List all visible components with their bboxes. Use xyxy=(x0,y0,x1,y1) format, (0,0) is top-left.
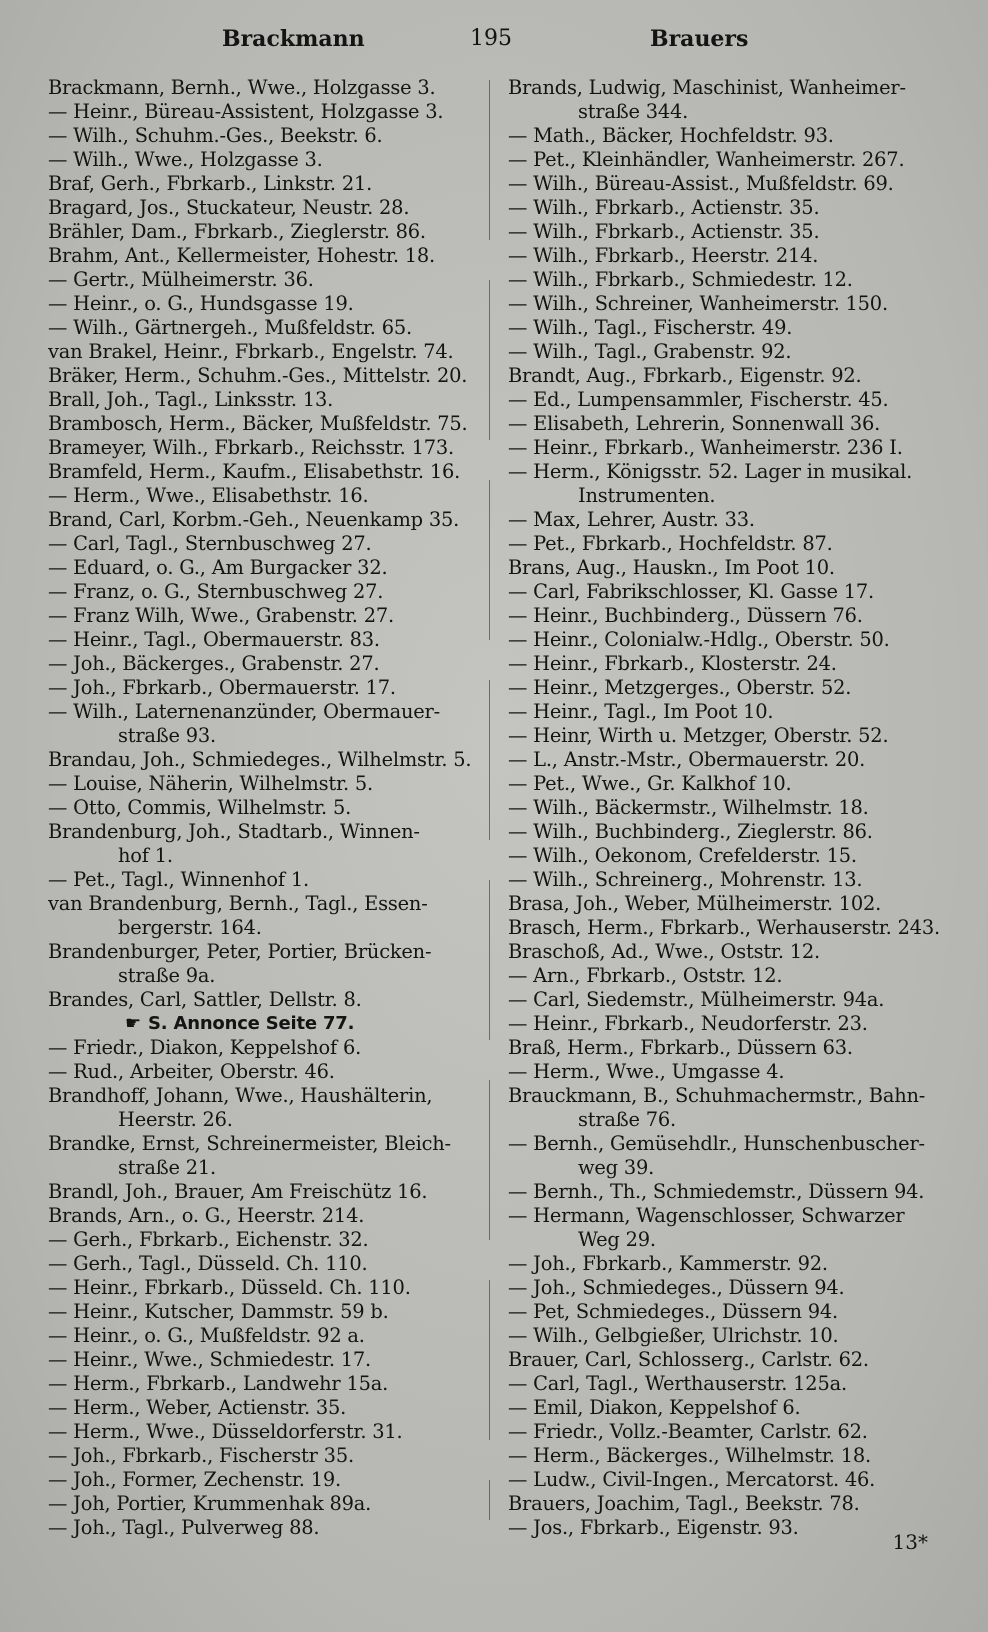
entry-continuation: straße 76. xyxy=(578,1108,677,1131)
directory-entry: — Heinr., Tagl., Im Poot 10. xyxy=(508,700,774,723)
entry-line: van Brandenburg, Bernh., Tagl., Essen- xyxy=(48,892,428,915)
entry-continuation: weg 39. xyxy=(578,1156,655,1179)
directory-entry: Bräker, Herm., Schuhm.-Ges., Mittelstr. 20. xyxy=(48,364,468,387)
directory-entry: — Heinr., Kutscher, Dammstr. 59 b. xyxy=(48,1300,389,1323)
entry-line: — Bernh., Gemüsehdlr., Hunschenbuscher- xyxy=(508,1132,925,1155)
directory-entry: — Eduard, o. G., Am Burgacker 32. xyxy=(48,556,388,579)
directory-entry: Braf, Gerh., Fbrkarb., Linkstr. 21. xyxy=(48,172,373,195)
directory-entry: — Joh, Portier, Krummenhak 89a. xyxy=(48,1492,372,1515)
directory-entry: — Heinr., Fbrkarb., Düsseld. Ch. 110. xyxy=(48,1276,411,1299)
directory-entry xyxy=(508,460,940,508)
directory-entry xyxy=(48,1084,480,1132)
directory-entry: — Carl, Tagl., Werthauserstr. 125a. xyxy=(508,1372,847,1395)
header-first-name: Brackmann xyxy=(222,26,365,52)
directory-entry: — Joh., Bäckerges., Grabenstr. 27. xyxy=(48,652,380,675)
entry-line: Brandhoff, Johann, Wwe., Haushälterin, xyxy=(48,1084,433,1107)
directory-entry: — Joh., Former, Zechenstr. 19. xyxy=(48,1468,341,1491)
directory-entry: — Ludw., Civil-Ingen., Mercatorst. 46. xyxy=(508,1468,876,1491)
directory-entry: — Carl, Tagl., Sternbuschweg 27. xyxy=(48,532,372,555)
directory-entry: — Louise, Näherin, Wilhelmstr. 5. xyxy=(48,772,373,795)
directory-entry: — Emil, Diakon, Keppelshof 6. xyxy=(508,1396,801,1419)
directory-entry: Brackmann, Bernh., Wwe., Holzgasse 3. xyxy=(48,76,436,99)
entry-continuation: bergerstr. 164. xyxy=(118,916,262,939)
directory-entry: Brandau, Joh., Schmiedeges., Wilhelmstr. 5. xyxy=(48,748,472,771)
directory-entry: Bramfeld, Herm., Kaufm., Elisabethstr. 16. xyxy=(48,460,461,483)
directory-entry: — Herm., Bäckerges., Wilhelmstr. 18. xyxy=(508,1444,871,1467)
directory-entry: Braß, Herm., Fbrkarb., Düssern 63. xyxy=(508,1036,853,1059)
directory-entry: — Pet., Kleinhändler, Wanheimerstr. 267. xyxy=(508,148,905,171)
directory-entry: — Wilh., Fbrkarb., Actienstr. 35. xyxy=(508,196,820,219)
signature-mark: 13* xyxy=(892,1530,928,1554)
directory-entry: Bragard, Jos., Stuckateur, Neustr. 28. xyxy=(48,196,410,219)
directory-entry: — Wilh., Tagl., Grabenstr. 92. xyxy=(508,340,792,363)
entry-line: — Wilh., Laternenanzünder, Obermauer- xyxy=(48,700,440,723)
entry-line: Brauckmann, B., Schuhmachermstr., Bahn- xyxy=(508,1084,926,1107)
column-divider xyxy=(489,80,490,1520)
entry-line: Brands, Ludwig, Maschinist, Wanheimer- xyxy=(508,76,906,99)
directory-entry: Brandes, Carl, Sattler, Dellstr. 8. xyxy=(48,988,362,1011)
directory-entry xyxy=(48,820,480,868)
entry-line: Brandenburg, Joh., Stadtarb., Winnen- xyxy=(48,820,420,843)
directory-entry: Braschoß, Ad., Wwe., Oststr. 12. xyxy=(508,940,821,963)
directory-entry: Brans, Aug., Hauskn., Im Poot 10. xyxy=(508,556,835,579)
directory-entry: — Herm., Wwe., Umgasse 4. xyxy=(508,1060,785,1083)
directory-entry: — Wilh., Oekonom, Crefelderstr. 15. xyxy=(508,844,857,867)
directory-entry: Brasch, Herm., Fbrkarb., Werhauserstr. 243. xyxy=(508,916,940,939)
directory-entry xyxy=(48,1132,480,1180)
directory-entry: Brähler, Dam., Fbrkarb., Zieglerstr. 86. xyxy=(48,220,426,243)
directory-entry: — Arn., Fbrkarb., Oststr. 12. xyxy=(508,964,783,987)
directory-entry: — Wilh., Fbrkarb., Schmiedestr. 12. xyxy=(508,268,853,291)
directory-entry: — Pet., Wwe., Gr. Kalkhof 10. xyxy=(508,772,792,795)
directory-entry xyxy=(508,1132,940,1180)
directory-entry xyxy=(508,1084,940,1132)
directory-entry: — Friedr., Vollz.-Beamter, Carlstr. 62. xyxy=(508,1420,868,1443)
directory-entry: — Pet., Tagl., Winnenhof 1. xyxy=(48,868,309,891)
directory-entry: — Rud., Arbeiter, Oberstr. 46. xyxy=(48,1060,335,1083)
directory-entry: — Gertr., Mülheimerstr. 36. xyxy=(48,268,314,291)
directory-entry: — Heinr., o. G., Hundsgasse 19. xyxy=(48,292,354,315)
entry-continuation: Instrumenten. xyxy=(578,484,716,507)
entry-line: Brandke, Ernst, Schreinermeister, Bleich- xyxy=(48,1132,451,1155)
directory-entry: — Wilh., Schreinerg., Mohrenstr. 13. xyxy=(508,868,863,891)
directory-entry: — Carl, Siedemstr., Mülheimerstr. 94a. xyxy=(508,988,885,1011)
directory-entry: — Friedr., Diakon, Keppelshof 6. xyxy=(48,1036,362,1059)
entry-line: — Hermann, Wagenschlosser, Schwarzer xyxy=(508,1204,905,1227)
directory-entry: Brall, Joh., Tagl., Linksstr. 13. xyxy=(48,388,334,411)
directory-entry: — Joh., Fbrkarb., Kammerstr. 92. xyxy=(508,1252,828,1275)
directory-entry: — Heinr., Colonialw.-Hdlg., Oberstr. 50. xyxy=(508,628,890,651)
directory-entry xyxy=(48,1012,480,1036)
directory-entry: — Heinr., Metzgerges., Oberstr. 52. xyxy=(508,676,852,699)
directory-entry: — Joh., Tagl., Pulverweg 88. xyxy=(48,1516,320,1539)
directory-entry: — Heinr., Tagl., Obermauerstr. 83. xyxy=(48,628,380,651)
directory-entry: — Heinr., Fbrkarb., Wanheimerstr. 236 I. xyxy=(508,436,903,459)
annonce-reference: S. Annonce Seite 77. xyxy=(148,1013,355,1034)
entry-line: Brandenburger, Peter, Portier, Brücken- xyxy=(48,940,432,963)
directory-entry: Brandt, Aug., Fbrkarb., Eigenstr. 92. xyxy=(508,364,862,387)
directory-entry: — Joh., Schmiedeges., Düssern 94. xyxy=(508,1276,845,1299)
directory-entry: — Wilh., Gelbgießer, Ulrichstr. 10. xyxy=(508,1324,839,1347)
directory-entry: — Wilh., Buchbinderg., Zieglerstr. 86. xyxy=(508,820,873,843)
directory-entry: — Heinr, Wirth u. Metzger, Oberstr. 52. xyxy=(508,724,889,747)
directory-entry: Brasa, Joh., Weber, Mülheimerstr. 102. xyxy=(508,892,882,915)
pointing-hand-icon: ☛ xyxy=(125,1013,141,1034)
directory-entry: — Herm., Wwe., Elisabethstr. 16. xyxy=(48,484,369,507)
directory-entry: — Heinr., Büreau-Assistent, Holzgasse 3. xyxy=(48,100,444,123)
directory-entry: — Wilh., Fbrkarb., Heerstr. 214. xyxy=(508,244,819,267)
directory-entry: Brameyer, Wilh., Fbrkarb., Reichsstr. 173. xyxy=(48,436,454,459)
entry-continuation: Weg 29. xyxy=(578,1228,656,1251)
directory-entry: — Heinr., Wwe., Schmiedestr. 17. xyxy=(48,1348,371,1371)
directory-entry: — L., Anstr.-Mstr., Obermauerstr. 20. xyxy=(508,748,866,771)
left-column xyxy=(48,76,480,1540)
directory-entry: — Pet, Schmiedeges., Düssern 94. xyxy=(508,1300,839,1323)
page-number: 195 xyxy=(470,26,512,51)
directory-entry: Brandl, Joh., Brauer, Am Freischütz 16. xyxy=(48,1180,428,1203)
directory-entry: van Brakel, Heinr., Fbrkarb., Engelstr. 74. xyxy=(48,340,454,363)
directory-entry: — Gerh., Tagl., Düsseld. Ch. 110. xyxy=(48,1252,368,1275)
directory-entry: — Wilh., Fbrkarb., Actienstr. 35. xyxy=(508,220,820,243)
header-last-name: Brauers xyxy=(650,26,749,52)
directory-entry: — Wilh., Wwe., Holzgasse 3. xyxy=(48,148,323,171)
entry-continuation: straße 344. xyxy=(578,100,689,123)
directory-entry: — Otto, Commis, Wilhelmstr. 5. xyxy=(48,796,352,819)
directory-entry: — Math., Bäcker, Hochfeldstr. 93. xyxy=(508,124,834,147)
directory-entry: Brands, Arn., o. G., Heerstr. 214. xyxy=(48,1204,365,1227)
directory-entry: — Elisabeth, Lehrerin, Sonnenwall 36. xyxy=(508,412,881,435)
directory-entry: Brahm, Ant., Kellermeister, Hohestr. 18. xyxy=(48,244,435,267)
directory-entry xyxy=(508,76,940,124)
directory-entry: Brauers, Joachim, Tagl., Beekstr. 78. xyxy=(508,1492,860,1515)
directory-entry: — Bernh., Th., Schmiedemstr., Düssern 94. xyxy=(508,1180,925,1203)
directory-entry: — Ed., Lumpensammler, Fischerstr. 45. xyxy=(508,388,889,411)
entry-continuation: straße 9a. xyxy=(118,964,216,987)
directory-entry: — Herm., Fbrkarb., Landwehr 15a. xyxy=(48,1372,389,1395)
directory-entry: — Carl, Fabrikschlosser, Kl. Gasse 17. xyxy=(508,580,874,603)
directory-entry: — Gerh., Fbrkarb., Eichenstr. 32. xyxy=(48,1228,369,1251)
directory-entry xyxy=(48,892,480,940)
directory-entry: — Wilh., Schuhm.-Ges., Beekstr. 6. xyxy=(48,124,383,147)
directory-entry: — Wilh., Schreiner, Wanheimerstr. 150. xyxy=(508,292,888,315)
directory-entry: — Wilh., Gärtnergeh., Mußfeldstr. 65. xyxy=(48,316,412,339)
entry-line: — Herm., Königsstr. 52. Lager in musikal. xyxy=(508,460,913,483)
directory-entry: — Heinr., Fbrkarb., Klosterstr. 24. xyxy=(508,652,837,675)
directory-entry: — Jos., Fbrkarb., Eigenstr. 93. xyxy=(508,1516,799,1539)
page-header xyxy=(0,26,988,60)
directory-entry: — Heinr., Fbrkarb., Neudorferstr. 23. xyxy=(508,1012,868,1035)
directory-entry: — Max, Lehrer, Austr. 33. xyxy=(508,508,755,531)
entry-continuation: straße 21. xyxy=(118,1156,217,1179)
directory-entry: — Wilh., Büreau-Assist., Mußfeldstr. 69. xyxy=(508,172,894,195)
directory-entry: Brambosch, Herm., Bäcker, Mußfeldstr. 75. xyxy=(48,412,468,435)
directory-entry: — Herm., Wwe., Düsseldorferstr. 31. xyxy=(48,1420,403,1443)
directory-entry: — Wilh., Tagl., Fischerstr. 49. xyxy=(508,316,793,339)
directory-entry: — Franz Wilh, Wwe., Grabenstr. 27. xyxy=(48,604,394,627)
directory-entry: — Wilh., Bäckermstr., Wilhelmstr. 18. xyxy=(508,796,869,819)
directory-entry: Brand, Carl, Korbm.-Geh., Neuenkamp 35. xyxy=(48,508,460,531)
directory-entry xyxy=(508,1204,940,1252)
directory-entry xyxy=(48,940,480,988)
directory-entry: — Heinr., Buchbinderg., Düssern 76. xyxy=(508,604,863,627)
directory-entry: — Joh., Fbrkarb., Obermauerstr. 17. xyxy=(48,676,396,699)
entry-continuation: Heerstr. 26. xyxy=(118,1108,233,1131)
directory-entry: — Heinr., o. G., Mußfeldstr. 92 a. xyxy=(48,1324,365,1347)
directory-entry xyxy=(48,700,480,748)
directory-entry: Brauer, Carl, Schlosserg., Carlstr. 62. xyxy=(508,1348,869,1371)
directory-entry: — Franz, o. G., Sternbuschweg 27. xyxy=(48,580,384,603)
directory-entry: — Joh., Fbrkarb., Fischerstr 35. xyxy=(48,1444,354,1467)
directory-entry: — Pet., Fbrkarb., Hochfeldstr. 87. xyxy=(508,532,833,555)
directory-entry: — Herm., Weber, Actienstr. 35. xyxy=(48,1396,347,1419)
entry-continuation: hof 1. xyxy=(118,844,173,867)
right-column xyxy=(508,76,940,1540)
entry-continuation: straße 93. xyxy=(118,724,217,747)
